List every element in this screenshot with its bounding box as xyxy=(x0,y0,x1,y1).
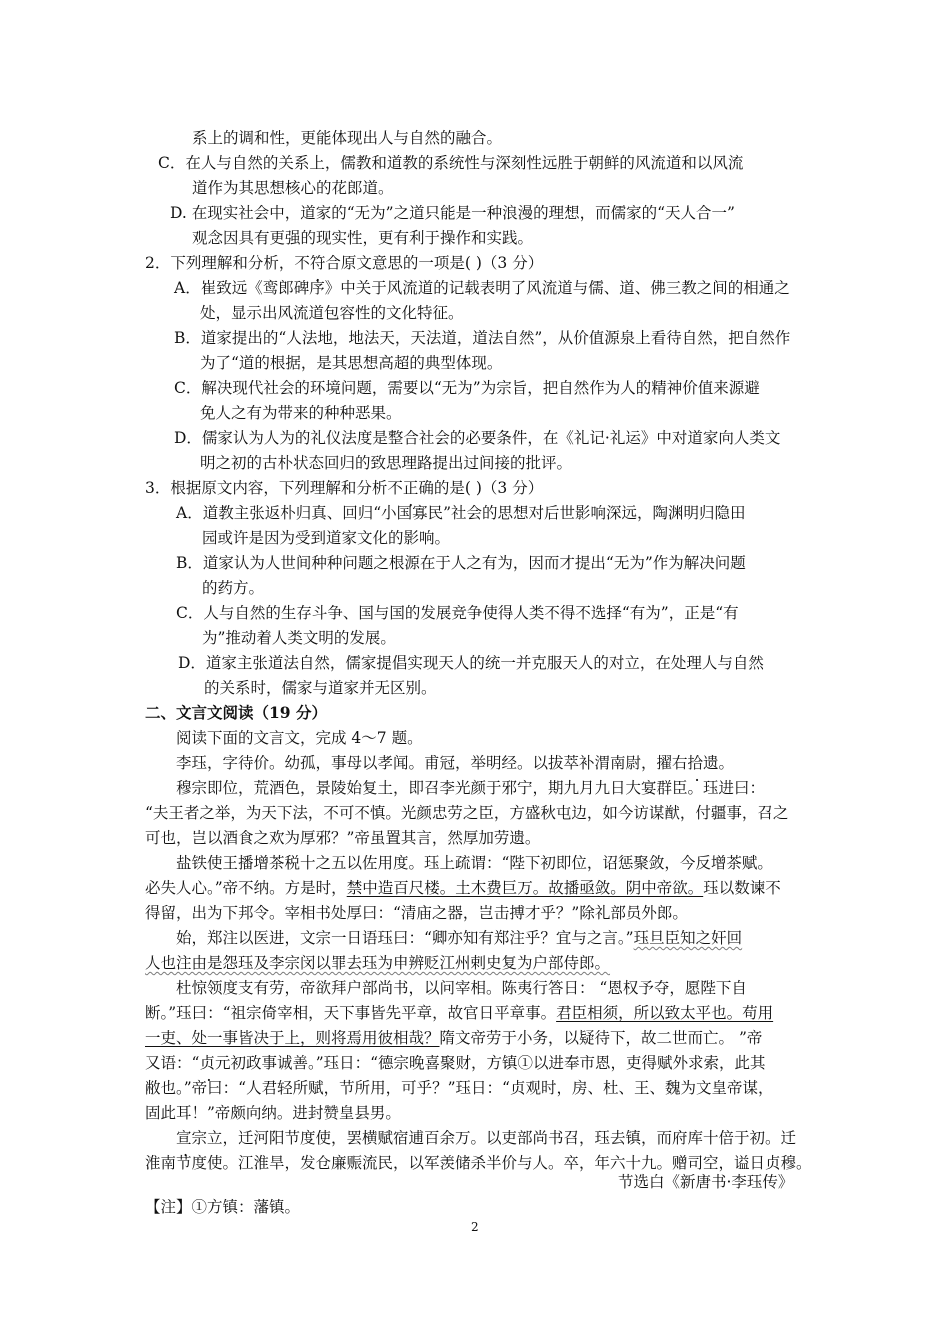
passage-p2-line1: 穆宗即位，荒酒色，景陵始复土，即召李光颜于邪宁，期九月九日大宴群臣。珏进曰： xyxy=(176,779,766,797)
passage-p4-line1-pre: 始，郑注以医进，文宗一日语珏曰：“卿亦知有郑注乎？宜与之言。” xyxy=(176,929,634,947)
section-2-intro: 阅读下面的文言文，完成 4～7 题。 xyxy=(176,729,423,747)
q3-option-b-line1: B．道家认为人世间种种问题之根源在于人之有为，因而才提出“无为”作为解决问题 xyxy=(176,554,746,572)
question-3-stem-pre: 3．根据原文内容，下列理解和分析 xyxy=(145,479,388,497)
passage-p3-line2 xyxy=(145,878,781,898)
q1-option-d-line2: 观念因具有更强的现实性，更有利于操作和实践。 xyxy=(192,229,534,247)
question-3-emphasis: 不正确 xyxy=(387,479,434,497)
wavy-underlined-sentence-cont: 人也注由是怨珏及李宗闵以罪去珏为申辨贬江州剌史复为户部侍郎。 xyxy=(145,954,611,972)
page-number: 2 xyxy=(471,1220,479,1234)
passage-p3-line2-post: 珏以数谏不 xyxy=(703,879,781,897)
passage-p5-line2 xyxy=(145,1003,773,1023)
passage-p5-line1: 杜惊领度支有劳，帝欲拜户部尚书，以问宰相。陈夷行答日： “恩权予夺，愿陛下自 xyxy=(176,979,747,997)
q2-option-d-line1: D．儒家认为人为的礼仪法度是整合社会的必要条件，在《礼记·礼运》中对道家向人类文 xyxy=(174,429,781,447)
passage-p5-line2-pre: 断。”珏曰：“祖宗倚宰相，天下事皆先平章，故官日平章事。 xyxy=(145,1004,557,1022)
q1-option-c-line2: 道作为其思想核心的花郎道。 xyxy=(192,179,394,197)
question-2-stem xyxy=(145,253,543,273)
q2-option-a-line2: 处，显示出风流道包容性的文化特征。 xyxy=(200,304,464,322)
passage-p3-line1: 盐铁使王播增茶税十之五以佐用度。珏上疏谓：“陛下初即位，诏惩聚敛，今反增茶赋。 xyxy=(176,854,773,872)
passage-p1-text: 李珏，字待价。幼孤，事母以孝闻。甫冠，举明经。以拔萃补渭南尉，擢右 xyxy=(176,754,688,772)
passage-p4-line2 xyxy=(145,953,610,973)
passage-p5-line4-post: 元初政事诚善。”珏日：“德宗晚喜聚财，方镇①以进奉市恩，吏得赋外求索，此其 xyxy=(214,1054,766,1072)
passage-note: 【注】①方镇：藩镇。 xyxy=(145,1198,301,1216)
passage-p3-line3: 得留，出为下邦令。宰相书处厚曰：“清庙之器，岂击搏才乎？”除礼部员外郎。 xyxy=(145,904,688,922)
underlined-sentence-2-cont: 一吏、处一事皆决于上，则将焉用彼相哉？ xyxy=(145,1029,440,1047)
underlined-sentence-1: 禁中造百尺楼。土木费巨万。故播亟敛。阴中帝欲。 xyxy=(346,879,704,897)
q1-option-d-line1: D. 在现实社会中，道家的“无为”之道只能是一种浪漫的理想，而儒家的“天人合一” xyxy=(170,204,735,222)
q2-option-c-line1: C．解决现代社会的环境问题，需要以“无为”为宗旨，把自然作为人的精神价值来源避 xyxy=(174,379,760,397)
q3-option-d-line2: 的关系时，儒家与道家并无区别。 xyxy=(204,679,437,697)
q2-option-b-line2: 为了“道的根据，是其思想高超的典型体现。 xyxy=(200,354,503,372)
q1-option-b-line2: 系上的调和性，更能体现出人与自然的融合。 xyxy=(192,129,503,147)
q1-option-c-line1: C．在人与自然的关系上，儒教和道教的系统性与深刻性远胜于朝鲜的风流道和以风流 xyxy=(158,154,744,172)
passage-source: 节选白《新唐书·李珏传》 xyxy=(618,1173,794,1191)
q2-option-a-line1: A．崔致远《鸾郎碑序》中关于风流道的记载表明了风流道与儒、道、佛三教之间的相通之 xyxy=(174,279,790,297)
passage-p6-dotted-char: 宣 xyxy=(176,1129,192,1147)
section-2-heading: 二、文言文阅读（19 分） xyxy=(145,703,327,722)
question-2-stem-pre: 2．下列理解和分析， xyxy=(145,254,295,272)
q2-option-d-line2: 明之初的古朴状态回归的致思理路提出过间接的批评。 xyxy=(200,454,573,472)
passage-p6-line1 xyxy=(176,1128,796,1148)
question-3-stem-post: 的是( )（3 分） xyxy=(433,479,544,497)
underlined-sentence-2: 君臣相须，所以致太平也。苟用 xyxy=(556,1004,774,1022)
q3-option-a-line2: 园或许是因为受到道家文化的影响。 xyxy=(202,529,451,547)
passage-p5-line3 xyxy=(145,1028,762,1048)
passage-p5-line4 xyxy=(145,1053,766,1073)
passage-p1-line1 xyxy=(176,753,734,773)
passage-p2-line2: “夫王者之举，为天下法，不可不慎。光颜忠劳之臣，方盛秋屯边，如今访谋猷，付疆事，召之 xyxy=(145,804,789,822)
passage-p1-dotted-char: 拾 xyxy=(687,754,704,772)
question-2-stem-post: 原文意思的一项是( )（3 分） xyxy=(340,254,544,272)
q3-option-a-line1: A．道教主张返朴归真、回归“小国寡民”社会的思想对后世影响深远，陶渊明归隐田 xyxy=(176,504,746,522)
passage-p5-line6: 固此耳！”帝颇向纳。进封赞皇县男。 xyxy=(145,1104,401,1122)
passage-p3-line2-pre: 必失人心。”帝不纳。方是时， xyxy=(145,879,347,897)
passage-p2-line3: 可也，岂以酒食之欢为厚邪？”帝虽置其言，然厚加劳遗。 xyxy=(145,829,541,847)
passage-p1-tail: 遗。 xyxy=(703,754,735,772)
q3-option-d-line1: D．道家主张道法自然，儒家提倡实现天人的统一并克服天人的对立，在处理人与自然 xyxy=(178,654,764,672)
passage-p4-line1 xyxy=(176,928,742,948)
passage-p5-line4-pre: 又语：“ xyxy=(145,1054,200,1072)
q3-option-c-line1: C．人与自然的生存斗争、国与国的发展竞争使得人类不得不选择“有为”，正是“有 xyxy=(176,604,739,622)
question-2-emphasis: 不符合 xyxy=(294,254,341,272)
wavy-underlined-sentence: 珏旦臣知之奸回 xyxy=(633,929,743,947)
q2-option-c-line2: 免人之有为带来的种种恶果。 xyxy=(200,404,402,422)
q2-option-b-line1: B．道家提出的“人法地，地法天，天法道，道法自然”，从价值源泉上看待自然，把自然作 xyxy=(174,329,791,347)
question-3-stem xyxy=(145,478,543,498)
passage-p6-line1-post: 宗立，迁河阳节度使，罢横赋宿逋百余万。以吏部尚书召，珏去镇，而府库十倍于初。迁 xyxy=(191,1129,797,1147)
passage-p5-line3-post: 隋文帝劳于小务，以疑待下，故二世而亡。 ”帝 xyxy=(439,1029,763,1047)
q3-option-c-line2: 为”推动着人类文明的发展。 xyxy=(202,629,396,647)
passage-p6-line2: 淮南节度使。江淮旱，发仓廉赈流民，以军羡储杀半价与人。卒，年六十九。赠司空，谥日贞穆。 xyxy=(145,1154,812,1172)
q3-option-b-line2: 的药方。 xyxy=(202,579,265,597)
passage-p5-dotted-char: 贞 xyxy=(199,1054,215,1072)
passage-p5-line5: 敝也。”帝曰：“人君轻所赋，节所用，可乎？”珏日：“贞观时，房、杜、王、魏为文皇帝谋， xyxy=(145,1079,774,1097)
